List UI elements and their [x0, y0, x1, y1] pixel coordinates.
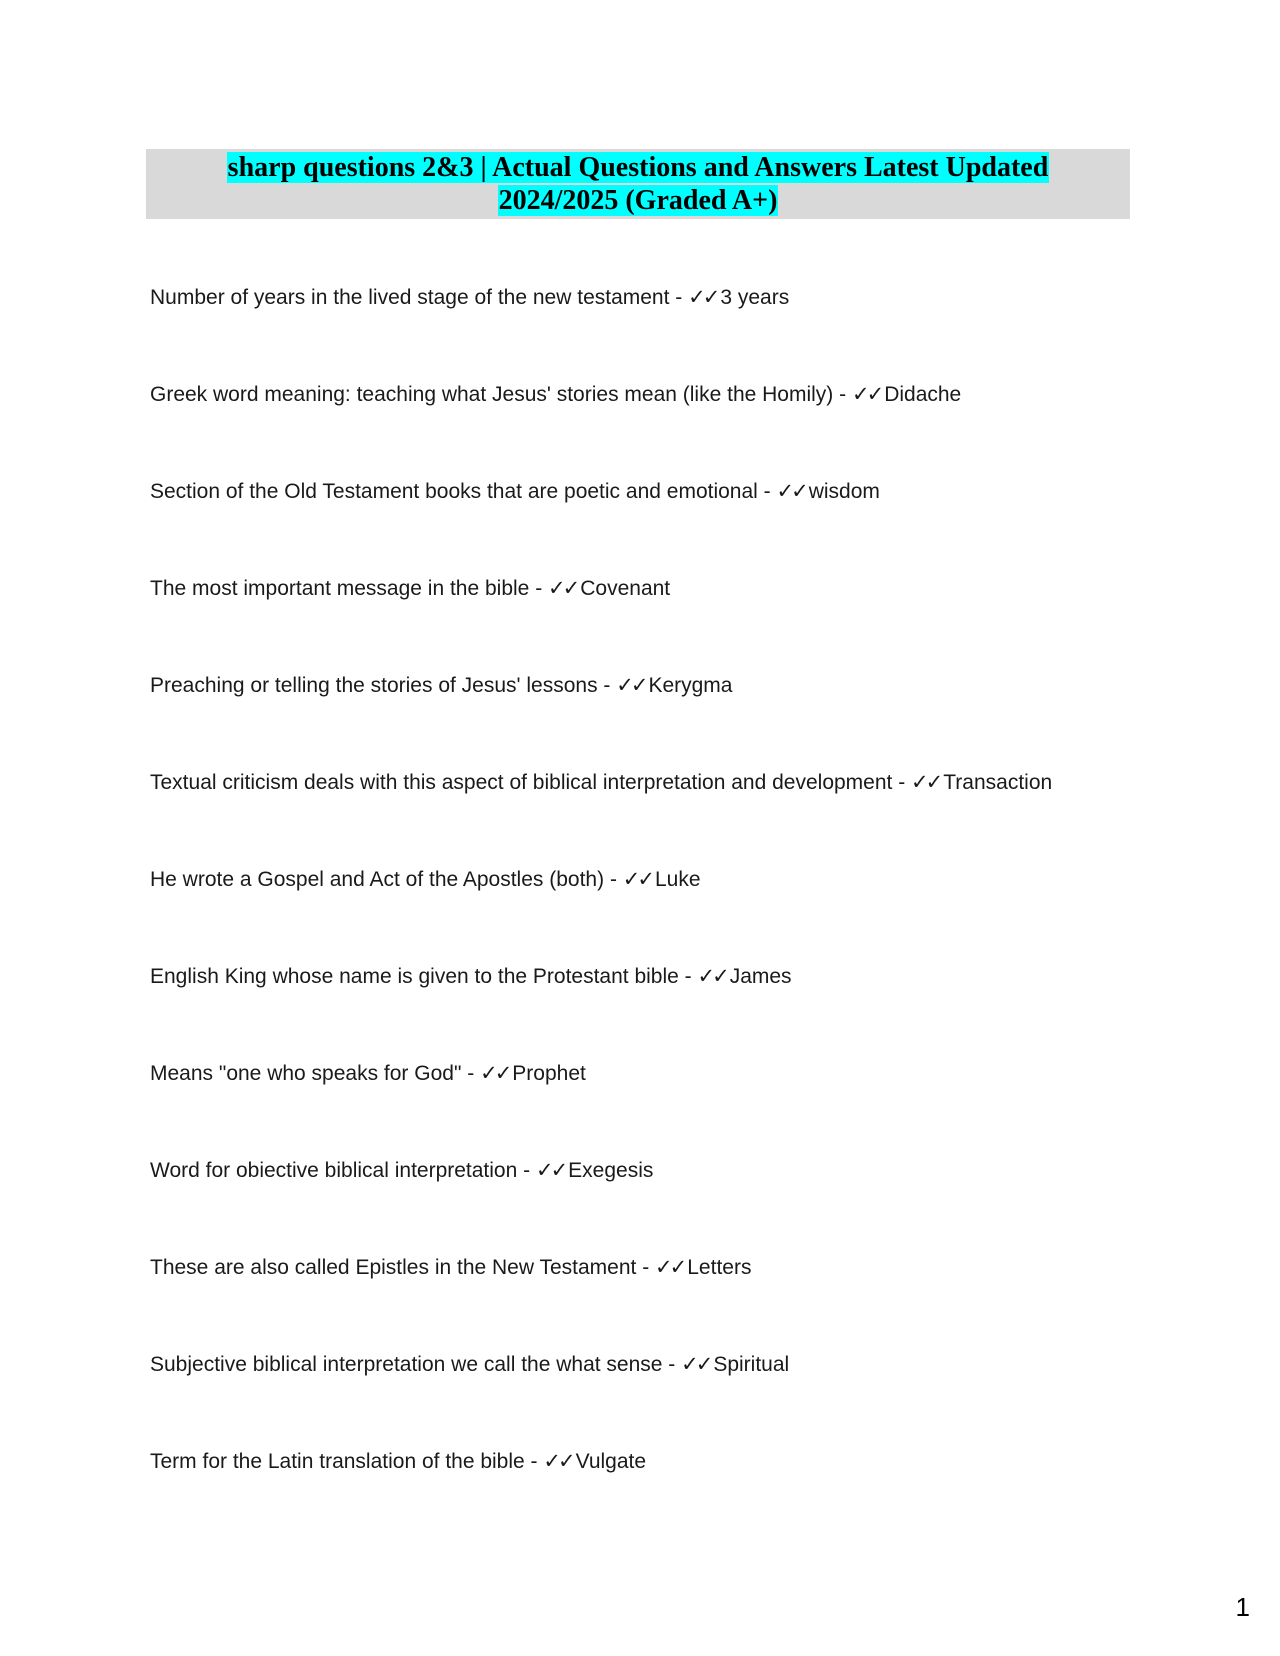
separator: -: [892, 771, 912, 794]
separator: -: [604, 868, 623, 891]
separator: -: [636, 1256, 656, 1279]
question-text: Term for the Latin translation of the bible: [150, 1450, 525, 1473]
double-check-icon: ✓✓: [548, 576, 578, 600]
question-text: These are also called Epistles in the New Testament: [150, 1256, 637, 1279]
answer-text: 3 years: [720, 286, 790, 309]
qa-item: [150, 573, 1150, 670]
question-text: Textual criticism deals with this aspect of biblical interpretation and development: [150, 771, 893, 794]
qa-item: [150, 670, 1150, 767]
answer-text: James: [729, 965, 792, 988]
document-title: [146, 149, 1130, 219]
qa-item: [150, 476, 1150, 573]
title-line-1: sharp questions 2&3 | Actual Questions and Answers Latest Updated: [227, 152, 1049, 183]
qa-item: [150, 864, 1150, 961]
question-text: Number of years in the lived stage of the new testament: [150, 286, 670, 309]
separator: -: [517, 1159, 536, 1182]
qa-item: [150, 282, 1150, 379]
answer-text: Kerygma: [648, 674, 733, 697]
question-text: Word for obiective biblical interpretation: [150, 1159, 518, 1182]
question-answer-list: [150, 282, 1150, 1543]
double-check-icon: ✓✓: [535, 1158, 566, 1182]
answer-text: Didache: [884, 383, 962, 406]
qa-item: [150, 1446, 1150, 1543]
answer-text: Exegesis: [568, 1159, 654, 1182]
question-text: The most important message in the bible: [150, 577, 530, 600]
double-check-icon: ✓✓: [655, 1255, 685, 1279]
question-text: He wrote a Gospel and Act of the Apostles (both): [150, 868, 605, 891]
question-text: Preaching or telling the stories of Jesus' lessons: [150, 674, 598, 697]
answer-text: wisdom: [808, 480, 880, 503]
double-check-icon: ✓✓: [688, 285, 718, 309]
answer-text: Covenant: [580, 577, 671, 600]
separator: -: [461, 1062, 481, 1085]
double-check-icon: ✓✓: [622, 867, 652, 891]
double-check-icon: ✓✓: [911, 770, 941, 794]
answer-text: Transaction: [943, 771, 1053, 794]
answer-text: Letters: [687, 1256, 752, 1279]
separator: -: [833, 383, 852, 406]
qa-item: [150, 1155, 1150, 1252]
double-check-icon: ✓✓: [697, 964, 727, 988]
double-check-icon: ✓✓: [543, 1449, 573, 1473]
answer-text: Vulgate: [575, 1450, 647, 1473]
separator: -: [524, 1450, 544, 1473]
qa-item: [150, 379, 1150, 476]
qa-item: [150, 767, 1150, 864]
page-number: 1: [1235, 1592, 1250, 1622]
double-check-icon: ✓✓: [776, 479, 806, 503]
double-check-icon: ✓✓: [480, 1061, 510, 1085]
question-text: Section of the Old Testament books that are poetic and emotional: [150, 480, 758, 503]
separator: -: [757, 480, 777, 503]
qa-item: [150, 961, 1150, 1058]
answer-text: Spiritual: [713, 1353, 790, 1376]
qa-item: [150, 1058, 1150, 1155]
double-check-icon: ✓✓: [616, 673, 646, 697]
separator: -: [678, 965, 698, 988]
separator: -: [662, 1353, 682, 1376]
double-check-icon: ✓✓: [681, 1352, 711, 1376]
separator: -: [669, 286, 689, 309]
question-text: English King whose name is given to the Protestant bible: [150, 965, 679, 988]
answer-text: Luke: [654, 868, 701, 891]
qa-item: [150, 1349, 1150, 1446]
double-check-icon: ✓✓: [851, 382, 882, 406]
question-text: Means "one who speaks for God": [150, 1062, 462, 1085]
answer-text: Prophet: [512, 1062, 586, 1085]
question-text: Greek word meaning: teaching what Jesus' stories mean (like the Homily): [150, 383, 834, 406]
question-text: Subjective biblical interpretation we call the what sense: [150, 1353, 663, 1376]
title-line-2: 2024/2025 (Graded A+): [498, 185, 778, 216]
qa-item: [150, 1252, 1150, 1349]
separator: -: [529, 577, 549, 600]
separator: -: [597, 674, 617, 697]
